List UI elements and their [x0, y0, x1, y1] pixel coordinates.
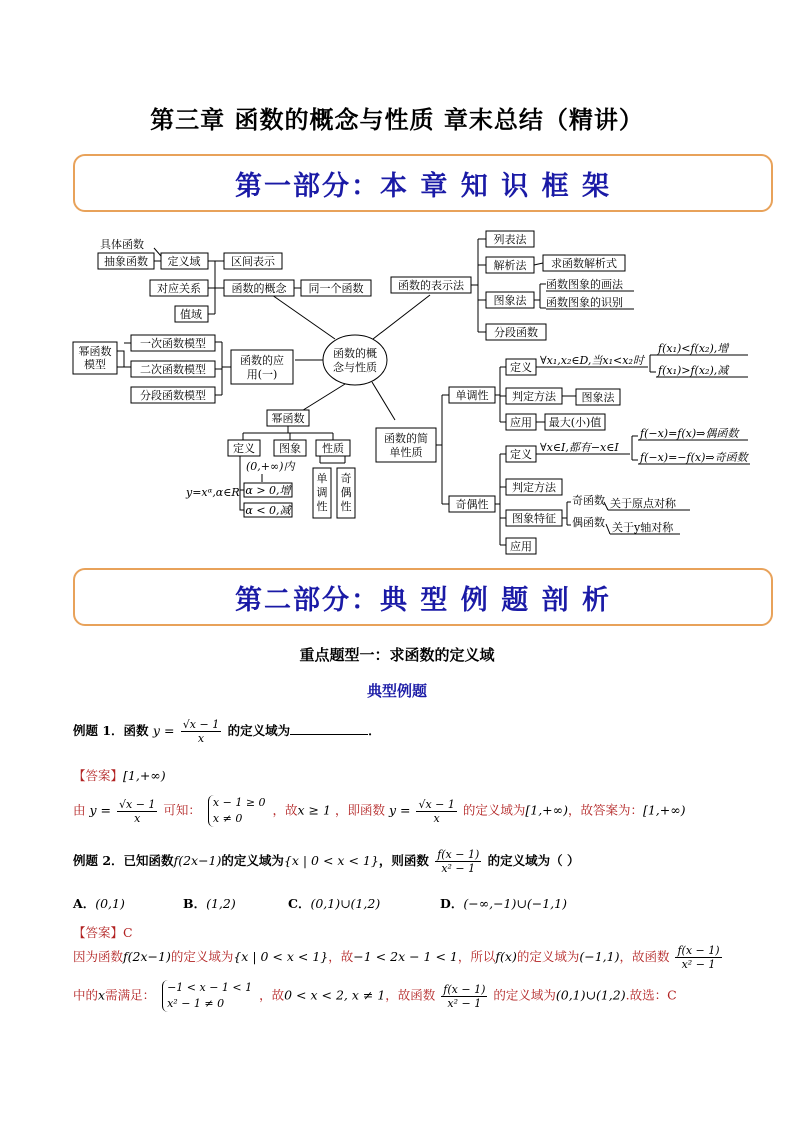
ex1-label: 例题 1．函数: [73, 723, 149, 738]
node-simple-property-line1: 函数的简: [384, 432, 428, 445]
node-function-concept: 函数的概念: [231, 282, 287, 295]
ex2-system: −1 < x − 1 < 1 x² − 1 ≠ 0: [162, 980, 252, 1012]
node-origin-symmetry: 关于原点对称: [610, 497, 676, 510]
mindmap-center-line2: 念与性质: [333, 361, 377, 374]
node-mono-condition: ∀x₁,x₂∈D,当x₁<x₂时: [540, 354, 644, 367]
node-table-method: 列表法: [493, 233, 527, 246]
ex1-tail: 的定义域为: [227, 723, 291, 738]
node-mono-v1: 单: [316, 472, 328, 485]
node-monotonicity: 单调性: [455, 389, 489, 402]
node-simple-property-line2: 单性质: [389, 446, 423, 459]
ex1-blank: [290, 734, 368, 735]
node-parity-judge: 判定方法: [512, 481, 556, 494]
node-pf-definition: 定义: [233, 442, 255, 455]
node-quadratic-model: 二次函数模型: [140, 363, 206, 376]
node-odd-function: 奇函数: [572, 494, 605, 507]
node-pf-property: 性质: [322, 442, 344, 455]
example-2-solution-line1: 因为函数f(2x−1)的定义域为{x | 0 < x < 1}，故−1 < 2x − 1 < 1，所以f(x)的定义域为(−1,1)，故函数 $\frac{f(x - 1)}{\text{x² − 1}}$: [73, 944, 720, 971]
node-even-rule: f(−x)=f(x)⇒偶函数: [640, 427, 739, 440]
node-even-function: 偶函数: [572, 516, 605, 529]
node-power-model-line2: 模型: [84, 358, 106, 371]
section-heading: 重点题型一：求函数的定义域: [299, 646, 495, 664]
node-mono-decreasing: f(x₁)>f(x₂),减: [658, 364, 729, 377]
node-graph-feature: 图象特征: [512, 512, 556, 525]
node-find-expression: 求函数解析式: [551, 257, 617, 270]
page-title: 第三章 函数的概念与性质 章末总结（精讲）: [150, 106, 644, 134]
node-parity-condition: ∀x∈I,都有−x∈I: [540, 441, 619, 454]
node-linear-model: 一次函数模型: [140, 337, 206, 350]
option-b[interactable]: B．(1,2): [183, 896, 236, 911]
node-y-axis-symmetry: 关于y轴对称: [612, 521, 674, 534]
node-domain: 定义域: [167, 255, 201, 268]
example-2-question: 例题 2．已知函数f(2x−1)的定义域为{x | 0 < x < 1}，则函数 $\frac{f(x - 1)}{\text{x² − 1}}$ 的定义域为（ ）: [73, 848, 580, 875]
node-application-line1: 函数的应: [240, 354, 284, 367]
node-graph-drawing: 函数图象的画法: [546, 278, 623, 291]
node-piecewise-function: 分段函数: [494, 326, 538, 339]
example-2-answer: 【答案】C: [73, 925, 133, 940]
node-max-min: 最大(小)值: [548, 416, 602, 429]
node-alpha-positive: α > 0,增: [245, 484, 291, 497]
node-piecewise-model: 分段函数模型: [140, 389, 206, 402]
ex1-system: x − 1 ≥ 0 x ≠ 0: [208, 795, 266, 827]
node-application-line2: 用(一): [246, 368, 278, 381]
node-parity-v2: 偶: [340, 486, 352, 499]
node-parity-application: 应用: [510, 540, 532, 553]
node-mono-increasing: f(x₁)<f(x₂),增: [658, 342, 729, 355]
mindmap-center: [323, 335, 387, 385]
node-graph-recognition: 函数图象的识别: [546, 296, 623, 309]
node-concrete-function: 具体函数: [100, 238, 144, 251]
node-analytic-method: 解析法: [493, 259, 527, 272]
node-pf-domain-range: (0,+∞)内: [246, 460, 295, 473]
option-c[interactable]: C．(0,1)∪(1,2): [288, 896, 381, 911]
node-mono-definition: 定义: [510, 361, 532, 374]
node-mono-v2: 调: [316, 486, 328, 499]
node-parity: 奇偶性: [455, 498, 489, 511]
node-same-function: 同一个函数: [308, 282, 364, 295]
node-mono-application: 应用: [510, 416, 532, 429]
node-odd-rule: f(−x)=−f(x)⇒奇函数: [640, 451, 748, 464]
node-pf-graph: 图象: [279, 442, 301, 455]
node-power-model-line1: 幂函数: [78, 345, 112, 358]
node-representation: 函数的表示法: [398, 279, 464, 292]
example-1-answer: 【答案】[1,+∞): [73, 768, 166, 783]
example-1-solution: 由 y = $\frac{√x - 1}{x}$ 可知： x − 1 ≥ 0 x ≠ 0 ，故x ≥ 1 ，即函数 y = $\frac{√x - 1}{x}$ 的定义域为[1,+∞)，故答案为：[1,+∞): [73, 796, 686, 825]
node-mono-judge: 判定方法: [512, 390, 556, 403]
example-1-question: 例题 1．函数 y = $\frac{√x - 1}{x}$ 的定义域为 ．: [73, 718, 381, 745]
node-correspondence: 对应关系: [157, 282, 201, 295]
node-parity-definition: 定义: [510, 448, 532, 461]
knowledge-mindmap: [0, 220, 794, 560]
node-mono-graph-method: 图象法: [581, 391, 615, 404]
section-banner-framework: 第一部分：本 章 知 识 框 架: [73, 154, 773, 212]
option-a[interactable]: A．(0,1): [73, 896, 125, 911]
node-abstract-function: 抽象函数: [104, 255, 148, 268]
ex1-fraction: $\frac{√x - 1}{x}$: [182, 718, 220, 745]
node-parity-v3: 性: [340, 500, 352, 513]
section-subheading: 典型例题: [366, 682, 427, 700]
node-alpha-negative: α < 0,减: [245, 504, 291, 517]
node-graph-method: 图象法: [493, 294, 527, 307]
example-2-solution-line2: 中的x需满足： −1 < x − 1 < 1 x² − 1 ≠ 0 ，故0 < x < 2, x ≠ 1，故函数 $\frac{f(x - 1)}{\text{x² − 1}}$ 的定义域为(0,1)∪(1,2).故选：C: [73, 981, 677, 1010]
node-interval: 区间表示: [231, 255, 275, 268]
mindmap-center-line1: 函数的概: [333, 347, 377, 360]
option-d[interactable]: D．(−∞,−1)∪(−1,1): [440, 896, 567, 911]
section-banner-examples: 第二部分：典 型 例 题 剖 析: [73, 568, 773, 626]
node-power-function: 幂函数: [271, 412, 305, 425]
node-parity-v1: 奇: [340, 472, 352, 485]
node-range: 值域: [180, 308, 202, 321]
ex1-y: y =: [152, 723, 175, 738]
node-mono-v3: 性: [316, 500, 328, 513]
node-power-formula: y=xᵅ,α∈R: [186, 486, 240, 499]
